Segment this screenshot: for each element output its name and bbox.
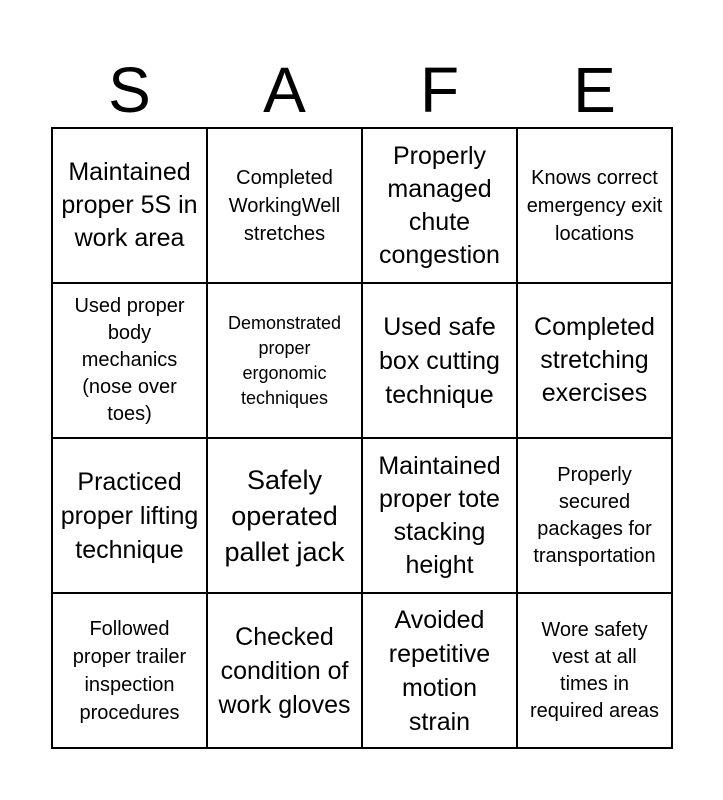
cell-label: Completed WorkingWell stretches bbox=[228, 166, 341, 245]
cell-label: Practiced proper lifting technique bbox=[60, 467, 199, 564]
bingo-cell-r2c1[interactable] bbox=[53, 284, 208, 439]
bingo-cell-r4c3[interactable] bbox=[363, 594, 518, 749]
cell-label: Properly managed chute congestion bbox=[379, 141, 500, 269]
bingo-cell-r1c4[interactable] bbox=[518, 129, 673, 284]
cell-label: Knows correct emergency exit locations bbox=[526, 166, 663, 245]
cell-label: Safely operated pallet jack bbox=[224, 464, 345, 567]
bingo-cell-r1c2[interactable] bbox=[208, 129, 363, 284]
bingo-cell-r3c1[interactable] bbox=[53, 439, 208, 594]
cell-label: Maintained proper 5S in work area bbox=[61, 158, 198, 252]
bingo-cell-r1c3[interactable] bbox=[363, 129, 518, 284]
bingo-card bbox=[51, 127, 673, 749]
header-letter-e: E bbox=[573, 54, 616, 126]
cell-label: Completed stretching exercises bbox=[534, 313, 655, 407]
cell-label: Wore safety vest at all times in required areas bbox=[530, 618, 659, 722]
bingo-header bbox=[52, 52, 672, 128]
cell-label: Properly secured packages for transportation bbox=[533, 463, 656, 567]
cell-label: Used safe box cutting technique bbox=[379, 312, 500, 409]
header-letter-s: S bbox=[108, 54, 151, 126]
bingo-cell-r2c2[interactable] bbox=[208, 284, 363, 439]
cell-label: Maintained proper tote stacking height bbox=[378, 451, 501, 579]
cell-label: Used proper body mechanics (nose over toes) bbox=[74, 295, 185, 425]
header-letter-f: F bbox=[419, 54, 460, 126]
bingo-cell-r3c2[interactable] bbox=[208, 439, 363, 594]
cell-label: Followed proper trailer inspection procedures bbox=[72, 617, 187, 724]
bingo-cell-r4c4[interactable] bbox=[518, 594, 673, 749]
header-letter-a: A bbox=[263, 54, 306, 126]
bingo-cell-r4c2[interactable] bbox=[208, 594, 363, 749]
bingo-cell-r2c3[interactable] bbox=[363, 284, 518, 439]
bingo-cell-r1c1[interactable] bbox=[53, 129, 208, 284]
cell-label: Checked condition of work gloves bbox=[218, 622, 351, 719]
cell-label: Avoided repetitive motion strain bbox=[388, 605, 491, 736]
bingo-cell-r4c1[interactable] bbox=[53, 594, 208, 749]
cell-label: Demonstrated proper ergonomic techniques bbox=[227, 312, 342, 408]
bingo-cell-r3c3[interactable] bbox=[363, 439, 518, 594]
bingo-cell-r3c4[interactable] bbox=[518, 439, 673, 594]
bingo-cell-r2c4[interactable] bbox=[518, 284, 673, 439]
